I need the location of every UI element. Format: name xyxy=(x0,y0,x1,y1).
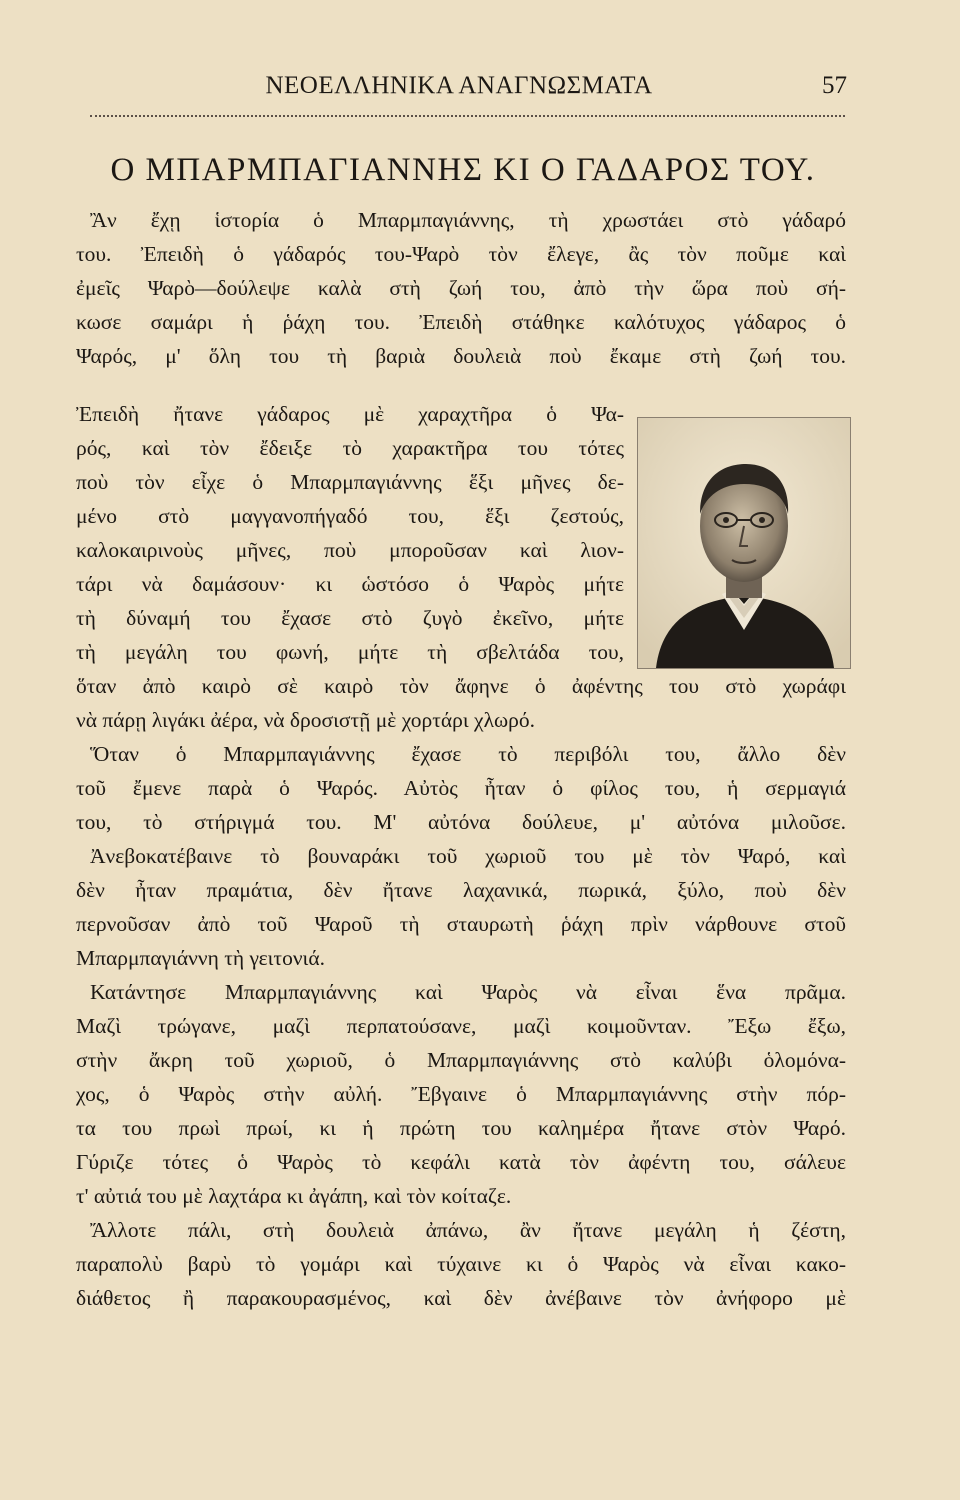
text-line: τάρι νὰ δαμάσουν· κι ὡστόσο ὁ Ψαρὸς μήτε xyxy=(76,572,624,596)
header-dotted-rule xyxy=(90,115,845,117)
text-line: Ψαρός, μ' ὅλη του τὴ βαριὰ δουλειὰ ποὺ ἔκαμε στὴ ζωή του. xyxy=(76,344,846,368)
text-line: παραπολὺ βαρὺ τὸ γομάρι καὶ τύχαινε κι ὁ Ψαρὸς νὰ εἶναι κακο- xyxy=(76,1252,846,1276)
running-header xyxy=(76,72,847,108)
text-line: Ὅταν ὁ Μπαρμπαγιάννης ἔχασε τὸ περιβόλι του, ἄλλο δὲν xyxy=(90,742,846,766)
text-line: Κατάντησε Μπαρμπαγιάννης καὶ Ψαρὸς νὰ εἶναι ἕνα πρᾶμα. xyxy=(90,980,846,1004)
author-portrait xyxy=(637,417,851,669)
text-line: Ἐπειδὴ ἤτανε γάδαρος μὲ χαραχτῆρα ὁ Ψα- xyxy=(76,402,624,426)
text-line: τ' αὐτιά του μὲ λαχτάρα κι ἀγάπη, καὶ τὸν κοίταζε. xyxy=(76,1184,512,1208)
text-line: διάθετος ἢ παρακουρασμένος, καὶ δὲν ἀνέβαινε τὸν ἀνήφορο μὲ xyxy=(76,1286,846,1310)
page-number: 57 xyxy=(822,72,847,99)
text-line: καλοκαιρινοὺς μῆνες, ποὺ μποροῦσαν καὶ λιον- xyxy=(76,538,624,562)
text-line: περνοῦσαν ἀπὸ τοῦ Ψαροῦ τὴ σταυρωτὴ ῥάχη πρὶν νάρθουνε στοῦ xyxy=(76,912,846,936)
text-line: τα του πρωὶ πρωί, κι ἡ πρώτη του καλημέρα ἤτανε στὸν Ψαρό. xyxy=(76,1116,846,1140)
text-line: Ἂν ἔχῃ ἱστορία ὁ Μπαρμπαγιάννης, τὴ χρωστάει στὸ γάδαρό xyxy=(90,208,846,232)
text-line: κωσε σαμάρι ἡ ῥάχη του. Ἐπειδὴ στάθηκε καλότυχος γάδαρος ὁ xyxy=(76,310,846,334)
paragraph-block-1 xyxy=(76,203,846,373)
text-line: του. Ἐπειδὴ ὁ γάδαρός του-Ψαρὸ τὸν ἔλεγε, ἂς τὸν ποῦμε καὶ xyxy=(76,242,846,266)
portrait-illustration xyxy=(638,418,850,668)
text-line: στὴν ἄκρη τοῦ χωριοῦ, ὁ Μπαρμπαγιάννης στὸ καλύβι ὁλομόνα- xyxy=(76,1048,846,1072)
text-line: του, τὸ στήριγμά του. Μ' αὐτόνα δούλευε, μ' αὐτόνα μιλοῦσε. xyxy=(76,810,846,834)
text-line: Ἀνεβοκατέβαινε τὸ βουναράκι τοῦ χωριοῦ του μὲ τὸν Ψαρό, καὶ xyxy=(90,844,846,868)
paragraph-block-2 xyxy=(76,397,624,669)
text-line: ποὺ τὸν εἶχε ὁ Μπαρμπαγιάννης ἕξι μῆνες δε- xyxy=(76,470,624,494)
text-line: Μπαρμπαγιάννη τὴ γειτονιά. xyxy=(76,946,325,970)
text-line: χος, ὁ Ψαρὸς στὴν αὐλή. Ἔβγαινε ὁ Μπαρμπαγιάννης στὴν πόρ- xyxy=(76,1082,846,1106)
text-line: νὰ πάρῃ λιγάκι ἀέρα, νὰ δροσιστῇ μὲ χορτάρι χλωρό. xyxy=(76,708,536,732)
chapter-title: Ο ΜΠΑΡΜΠΑΓΙΑΝΝΗΣ ΚΙ Ο ΓΑΔΑΡΟΣ ΤΟΥ. xyxy=(110,152,816,188)
text-line: ρός, καὶ τὸν ἔδειξε τὸ χαρακτῆρα του τότες xyxy=(76,436,624,460)
paragraph-block-3 xyxy=(76,669,846,1315)
running-header-title: ΝΕΟΕΛΛΗΝΙΚΑ ΑΝΑΓΝΩΣΜΑΤΑ xyxy=(265,72,653,99)
text-line: τὴ δύναμή του ἔχασε στὸ ζυγὸ ἐκεῖνο, μήτε xyxy=(76,606,624,630)
text-line: μένο στὸ μαγγανοπήγαδό του, ἕξι ζεστούς, xyxy=(76,504,624,528)
text-line: δὲν ἦταν πραμάτια, δὲν ἤτανε λαχανικά, πωρικά, ξύλο, ποὺ δὲν xyxy=(76,878,846,902)
text-line: τοῦ ἔμενε παρὰ ὁ Ψαρός. Αὐτὸς ἦταν ὁ φίλος του, ἡ σερμαγιά xyxy=(76,776,846,800)
text-line: ἐμεῖς Ψαρὸ—δούλεψε καλὰ στὴ ζωή του, ἀπὸ τὴν ὥρα ποὺ σή- xyxy=(76,276,846,300)
text-line: ὅταν ἀπὸ καιρὸ σὲ καιρὸ τὸν ἄφηνε ὁ ἀφέντης του στὸ χωράφι xyxy=(76,674,846,698)
text-line: τὴ μεγάλη του φωνή, μήτε τὴ σβελτάδα του, xyxy=(76,640,624,664)
text-line: Μαζὶ τρώγανε, μαζὶ περπατούσανε, μαζὶ κοιμοῦνταν. Ἔξω ἔξω, xyxy=(76,1014,846,1038)
text-line: Γύριζε τότες ὁ Ψαρὸς τὸ κεφάλι κατὰ τὸν ἀφέντη του, σάλευε xyxy=(76,1150,846,1174)
text-line: Ἄλλοτε πάλι, στὴ δουλειὰ ἀπάνω, ἂν ἤτανε μεγάλη ἡ ζέστη, xyxy=(90,1218,846,1242)
